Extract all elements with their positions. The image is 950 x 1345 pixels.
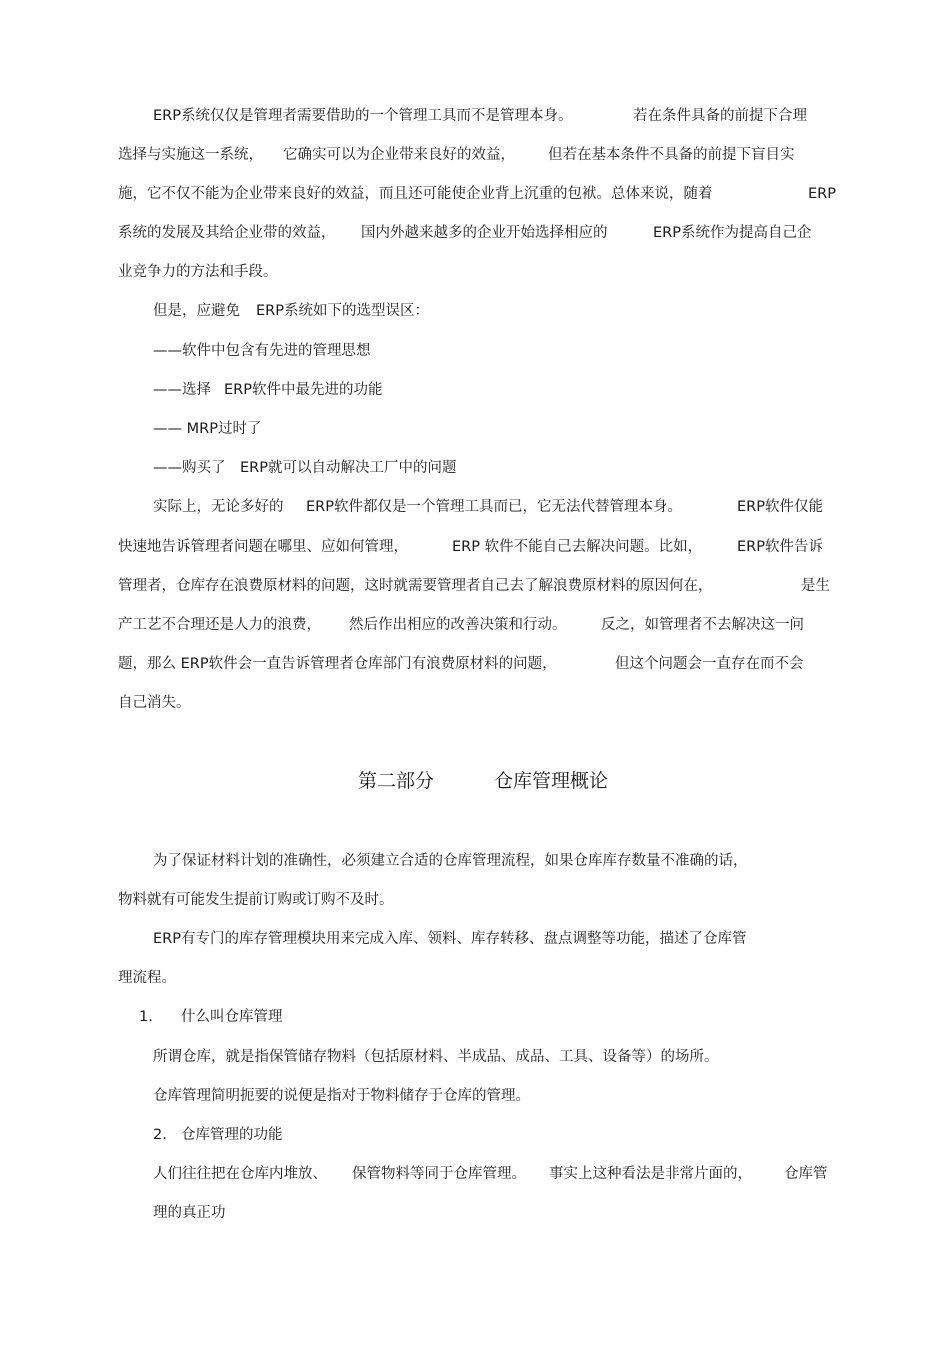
paragraph-line: 题，那么 ERP软件会一直告诉管理者仓库部门有浪费原材料的问题，	[118, 656, 557, 672]
paragraph-line: ERP软件都仅是一个管理工具而已，它无法代替管理本身。	[306, 499, 682, 515]
paragraph-line: 施，它不仅不能为企业带来良好的效益，而且还可能使企业背上沉重的包袱。总体来说，随着	[118, 186, 713, 202]
list-item: ERP软件中最先进的功能	[224, 382, 383, 398]
paragraph-line: 仓库管理简明扼要的说便是指对于物料储存于仓库的管理。	[153, 1088, 530, 1104]
paragraph-line: 但若在基本条件不具备的前提下盲目实	[548, 147, 795, 163]
paragraph-line: 实际上，无论多好的	[153, 499, 284, 515]
section-title: 第二部分	[358, 770, 435, 792]
paragraph-line: ERP系统仅仅是管理者需要借助的一个管理工具而不是管理本身。	[153, 108, 573, 124]
heading-text: 仓库管理的功能	[181, 1127, 283, 1143]
paragraph-line: 快速地告诉管理者问题在哪里、应如何管理，	[118, 539, 408, 555]
paragraph-line: 物料就有可能发生提前订购或订购不及时。	[118, 892, 394, 908]
paragraph-line: ERP 软件不能自己去解决问题。比如，	[452, 539, 703, 555]
paragraph-line: 它确实可以为企业带来良好的效益，	[283, 147, 515, 163]
paragraph-line: 仓库管	[784, 1166, 828, 1182]
paragraph-line: 人们往往把在仓库内堆放、	[153, 1166, 327, 1182]
list-item: ERP就可以自动解决工厂中的问题	[240, 460, 457, 476]
paragraph-line: ERP软件仅能	[737, 499, 823, 515]
list-item: ——软件中包含有先进的管理思想	[153, 343, 371, 359]
paragraph-line: 但这个问题会一直存在而不会	[615, 656, 804, 672]
paragraph-line: ERP软件告诉	[737, 539, 823, 555]
paragraph-line: 选择与实施这一系统，	[118, 147, 263, 163]
paragraph-line: ERP有专门的库存管理模块用来完成入库、领料、库存转移、盘点调整等功能，描述了仓库管	[153, 931, 747, 947]
paragraph-line: 理流程。	[118, 970, 176, 986]
section-title: 仓库管理概论	[494, 770, 609, 792]
list-item: ——选择	[153, 382, 211, 398]
heading-number: 1.	[139, 1009, 153, 1025]
paragraph-line: 理的真正功	[153, 1205, 226, 1221]
paragraph-line: 产工艺不合理还是人力的浪费，	[118, 617, 321, 633]
list-item: ——购买了	[153, 460, 226, 476]
paragraph-line: 事实上这种看法是非常片面的，	[549, 1166, 752, 1182]
heading-number: 2.	[153, 1127, 167, 1143]
paragraph-line: 所谓仓库，就是指保管储存物料（包括原材料、半成品、成品、工具、设备等）的场所。	[153, 1049, 719, 1065]
paragraph-line: 管理者，仓库存在浪费原材料的问题，这时就需要管理者自己去了解浪费原材料的原因何在，	[118, 578, 713, 594]
paragraph-line: 保管物料等同于仓库管理。	[352, 1166, 526, 1182]
paragraph-line: 反之，如管理者不去解决这一问	[601, 617, 804, 633]
paragraph-line: ERP系统如下的选型误区：	[256, 303, 429, 319]
paragraph-line: 是生	[801, 578, 830, 594]
list-item: —— MRP过时了	[153, 421, 262, 437]
paragraph-line: 自己消失。	[118, 695, 191, 711]
paragraph-line: 若在条件具备的前提下合理	[633, 108, 807, 124]
paragraph-line: 但是，应避免	[153, 303, 240, 319]
paragraph-line: 国内外越来越多的企业开始选择相应的	[361, 225, 608, 241]
paragraph-line: 然后作出相应的改善决策和行动。	[349, 617, 567, 633]
paragraph-line: 业竞争力的方法和手段。	[118, 264, 278, 280]
heading-text: 什么叫仓库管理	[181, 1009, 283, 1025]
paragraph-line: ERP系统作为提高自己企	[653, 225, 812, 241]
paragraph-line: 系统的发展及其给企业带的效益，	[118, 225, 336, 241]
paragraph-line: 为了保证材料计划的准确性，必须建立合适的仓库管理流程，如果仓库库存数量不准确的话，	[153, 853, 748, 869]
paragraph-line: ERP	[808, 186, 836, 202]
